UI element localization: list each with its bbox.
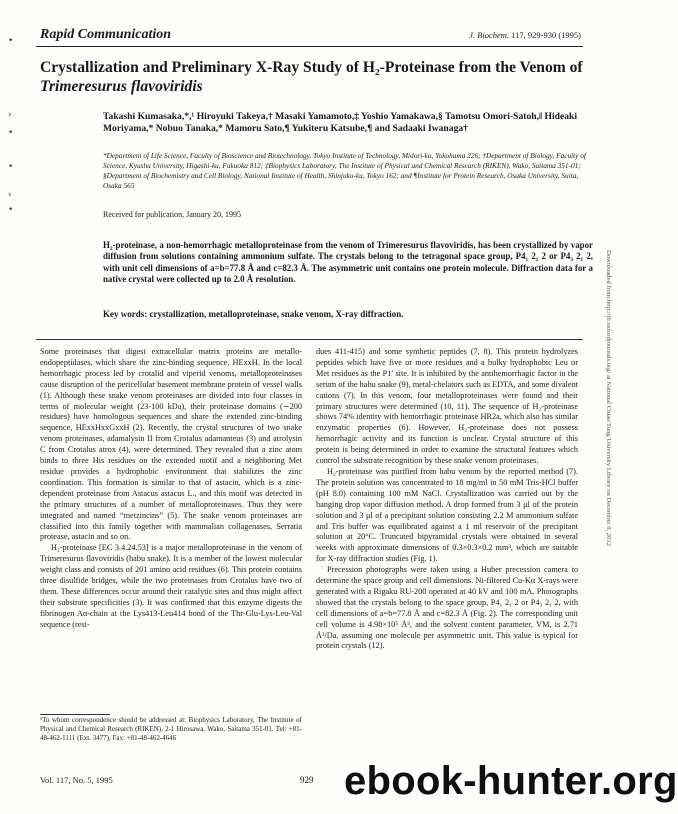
margin-mark: ‹ xyxy=(8,190,12,200)
margin-mark: • xyxy=(8,205,14,215)
watermark: ebook-hunter.org xyxy=(344,759,678,803)
body-paragraph: Some proteinases that digest extracellular matrix proteins are metallo-endopeptidases, which share the zinc-binding sequence, HExxH. In the local hemorrhagic process led by crotalid and viperid venoms, metalloproteinases cause disruption of the pericellular basement membrane protein of vessel walls (1). Although these snake venom proteinases are divided into four classes in terms of molecular weight (23-100 kDa), their proteinase domains (∼200 residues) have homologous sequences and share the extended zinc-binding sequence, HExxHxxGxxH (2). Recently, the crystal structures of two snake venom proteinases, adamalysin II from Crotalus adamanteus (3) and atrolysin C from Crotalus atrox (4), were determined. They revealed that a zinc atom binds to three His residues on the extended motif and a neighboring Met residue provides a hydrophobic environment that stabilizes the zinc coordination. This formation is similar to that of astacin, which is a zinc-dependent proteinase from Astacus astacus L., and this motif was detected in the primary structures of a number of metalloproteinases. Thus they were integrated and named “metzincins” (5). The snake venom proteinases are classified into this family together with mammalian collagenases, Serratia protease, astacin and so on. xyxy=(40,347,302,542)
footnote-rule xyxy=(40,714,110,715)
section-label: Rapid Communication xyxy=(40,27,172,42)
download-side-note xyxy=(598,250,614,790)
page-number: 929 xyxy=(300,775,314,785)
right-column xyxy=(316,347,578,652)
journal-reference xyxy=(469,30,581,40)
header-rule xyxy=(36,46,583,47)
left-column xyxy=(40,347,302,631)
body-divider xyxy=(36,339,583,340)
abstract: H₂-proteinase, a non-hemorrhagic metalloproteinase from the venom of Trimeresurus flavoviridis, has been crystallized by vapor diffusion from solutions containing ammonium sulfate. The crystals belong to the tetragonal space group, P4₁ 2₁ 2 or P4₃ 2₁ 2, with unit cell dimensions of a=b=77.8 Å and c=82.3 Å. The asymmetric unit contains one protein molecule. Diffraction data for a native crystal were collected up to 2.0 Å resolution. xyxy=(103,240,593,285)
title-species: Trimeresurus flavoviridis xyxy=(40,78,203,95)
margin-mark: › xyxy=(8,110,12,120)
body-paragraph: dues 411-415) and some synthetic peptides (7, 8). This protein hydrolyzes peptides which have five or more residues and a bulky hydrophobic Leu or Met residues as the P1′ site. It is inhibited by the antihemorrhagic factor in the serum of the habu snake (9), metal-chelators such as EDTA, and some divalent cations (7). In this venom, four metalloproteinases were found and their primary structures were determined (10, 11). The sequence of H₂-proteinase shows 74% identity with hemorrhagic proteinase HR2a, which also has similar enzymatic properties (6). However, H₂-proteinase does not possess hemorrhagic activity and its function is unclear. Crystal structure of this protein is being determined in order to examine the structural features which control the substrate recognition by these snake venom proteinases. xyxy=(316,347,578,466)
footnote: ¹To whom correspondence should be addressed at: Biophysics Laboratory, The Institute of Physical and Chemical Research (RIKEN), 2-1 Hirosawa, Wako, Saitama 351-01. Tel: +81-48-462-1111 (Ext. 3477), Fax: +81-48-462-4646 xyxy=(40,716,302,743)
footer-volume-info: Vol. 117, No. 5, 1995 xyxy=(40,775,113,785)
margin-mark: • xyxy=(8,36,14,46)
margin-marks xyxy=(8,30,18,240)
journal-volume-pages: 117, 929-930 (1995) xyxy=(511,30,581,40)
body-paragraph: Precession photographs were taken using a Huber precession camera to determine the space group and cell dimensions. Ni-filtered Cu-Kα X-rays were generated with a Rigaku RU-200 operated at 40 kV and 100 mA. Photographs showed that the crystals belong to the space group, P4₁ 2₁ 2 or P4₃ 2₁ 2, with cell dimensions of a=b=77.8 Å and c=82.3 Å (Fig. 2). The corresponding unit cell volume is 4.98×10⁵ Å³, and the solvent content parameter, VM, is 2.71 Å³/Da, assuming one molecule per asymmetric unit. This value is typical for protein crystals (12). xyxy=(316,565,578,651)
author-list: Takashi Kumasaka,*,¹ Hiroyuki Takeya,† Masaki Yamamoto,‡ Yoshio Yamakawa,§ Tamotsu Omori-Satoh,‖ Hideaki Moriyama,* Nobuo Tanaka,* Mamoru Sato,¶ Yukiteru Katsube,¶ and Sadaaki Iwanaga† xyxy=(103,111,578,135)
article-title xyxy=(40,58,590,96)
affiliations: *Department of Life Science, Faculty of Bioscience and Biotechnology, Tokyo Institute of Technology, Midori-ku, Yokohama 226; †Department of Biology, Faculty of Science, Kyushu University, Higashi-ku, Fukuoka 812; ‡Biophysics Laboratory, The Institute of Physical and Chemical Research (RIKEN), Wako, Saitama 351-01; §Department of Biochemistry and Cell Biology, National Institute of Health, Shinjuku-ku, Tokyo 162; and ¶Institute for Protein Research, Osaka University, Suita, Osaka 565 xyxy=(103,151,586,190)
title-text: Crystallization and Preliminary X-Ray Study of H₂-Proteinase from the Venom of xyxy=(40,59,583,76)
download-note-text: Downloaded from http://jb.oxfordjournals.org/ at National Chiao Tung University Library on December 8, 2012 xyxy=(605,250,612,547)
journal-abbrev: J. Biochem. xyxy=(469,30,510,40)
margin-mark: • xyxy=(8,162,14,172)
margin-mark: • xyxy=(8,128,14,138)
body-paragraph: H₂-proteinase [EC 3.4.24.53] is a major metalloproteinase in the venom of Trimeresurus flavoviridis (habu snake). It is a member of the lowest molecular weight class and consists of 201 amino acid residues (6). This protein contains three disulfide bridges, while the two proteinases from Crotalus have two of them. These differences occur around their catalytic sites and thus might affect their substrate specificities (3). It was confirmed that this enzyme digests the fibrinogen Aα-chain at the Lys413-Leu414 bond of the Thr-Glu-Lys-Leu-Val sequence (resi- xyxy=(40,543,302,629)
body-paragraph: H₂-proteinase was purified from habu venom by the reported method (7). The protein solution was concentrated to 18 mg/ml in 50 mM Tris-HCl buffer (pH 8.0) containing 100 mM NaCl. Crystallization was carried out by the hanging drop vapor diffusion method. A drop formed from 3 μl of the protein solution and 3 μl of a precipitant solution consisting 2.2 M ammonium sulfate and Tris buffer was equilibrated against a 1 ml reservoir of the precipitant solution at 20°C. Truncated bipyramidal crystals were obtained in several weeks with approximate dimensions of 0.3×0.3×0.2 mm³, which are suitable for X-ray diffraction studies (Fig. 1). xyxy=(316,466,578,564)
received-date: Received for publication, January 20, 1995 xyxy=(103,210,241,219)
keywords: Key words: crystallization, metalloproteinase, snake venom, X-ray diffraction. xyxy=(103,309,404,319)
